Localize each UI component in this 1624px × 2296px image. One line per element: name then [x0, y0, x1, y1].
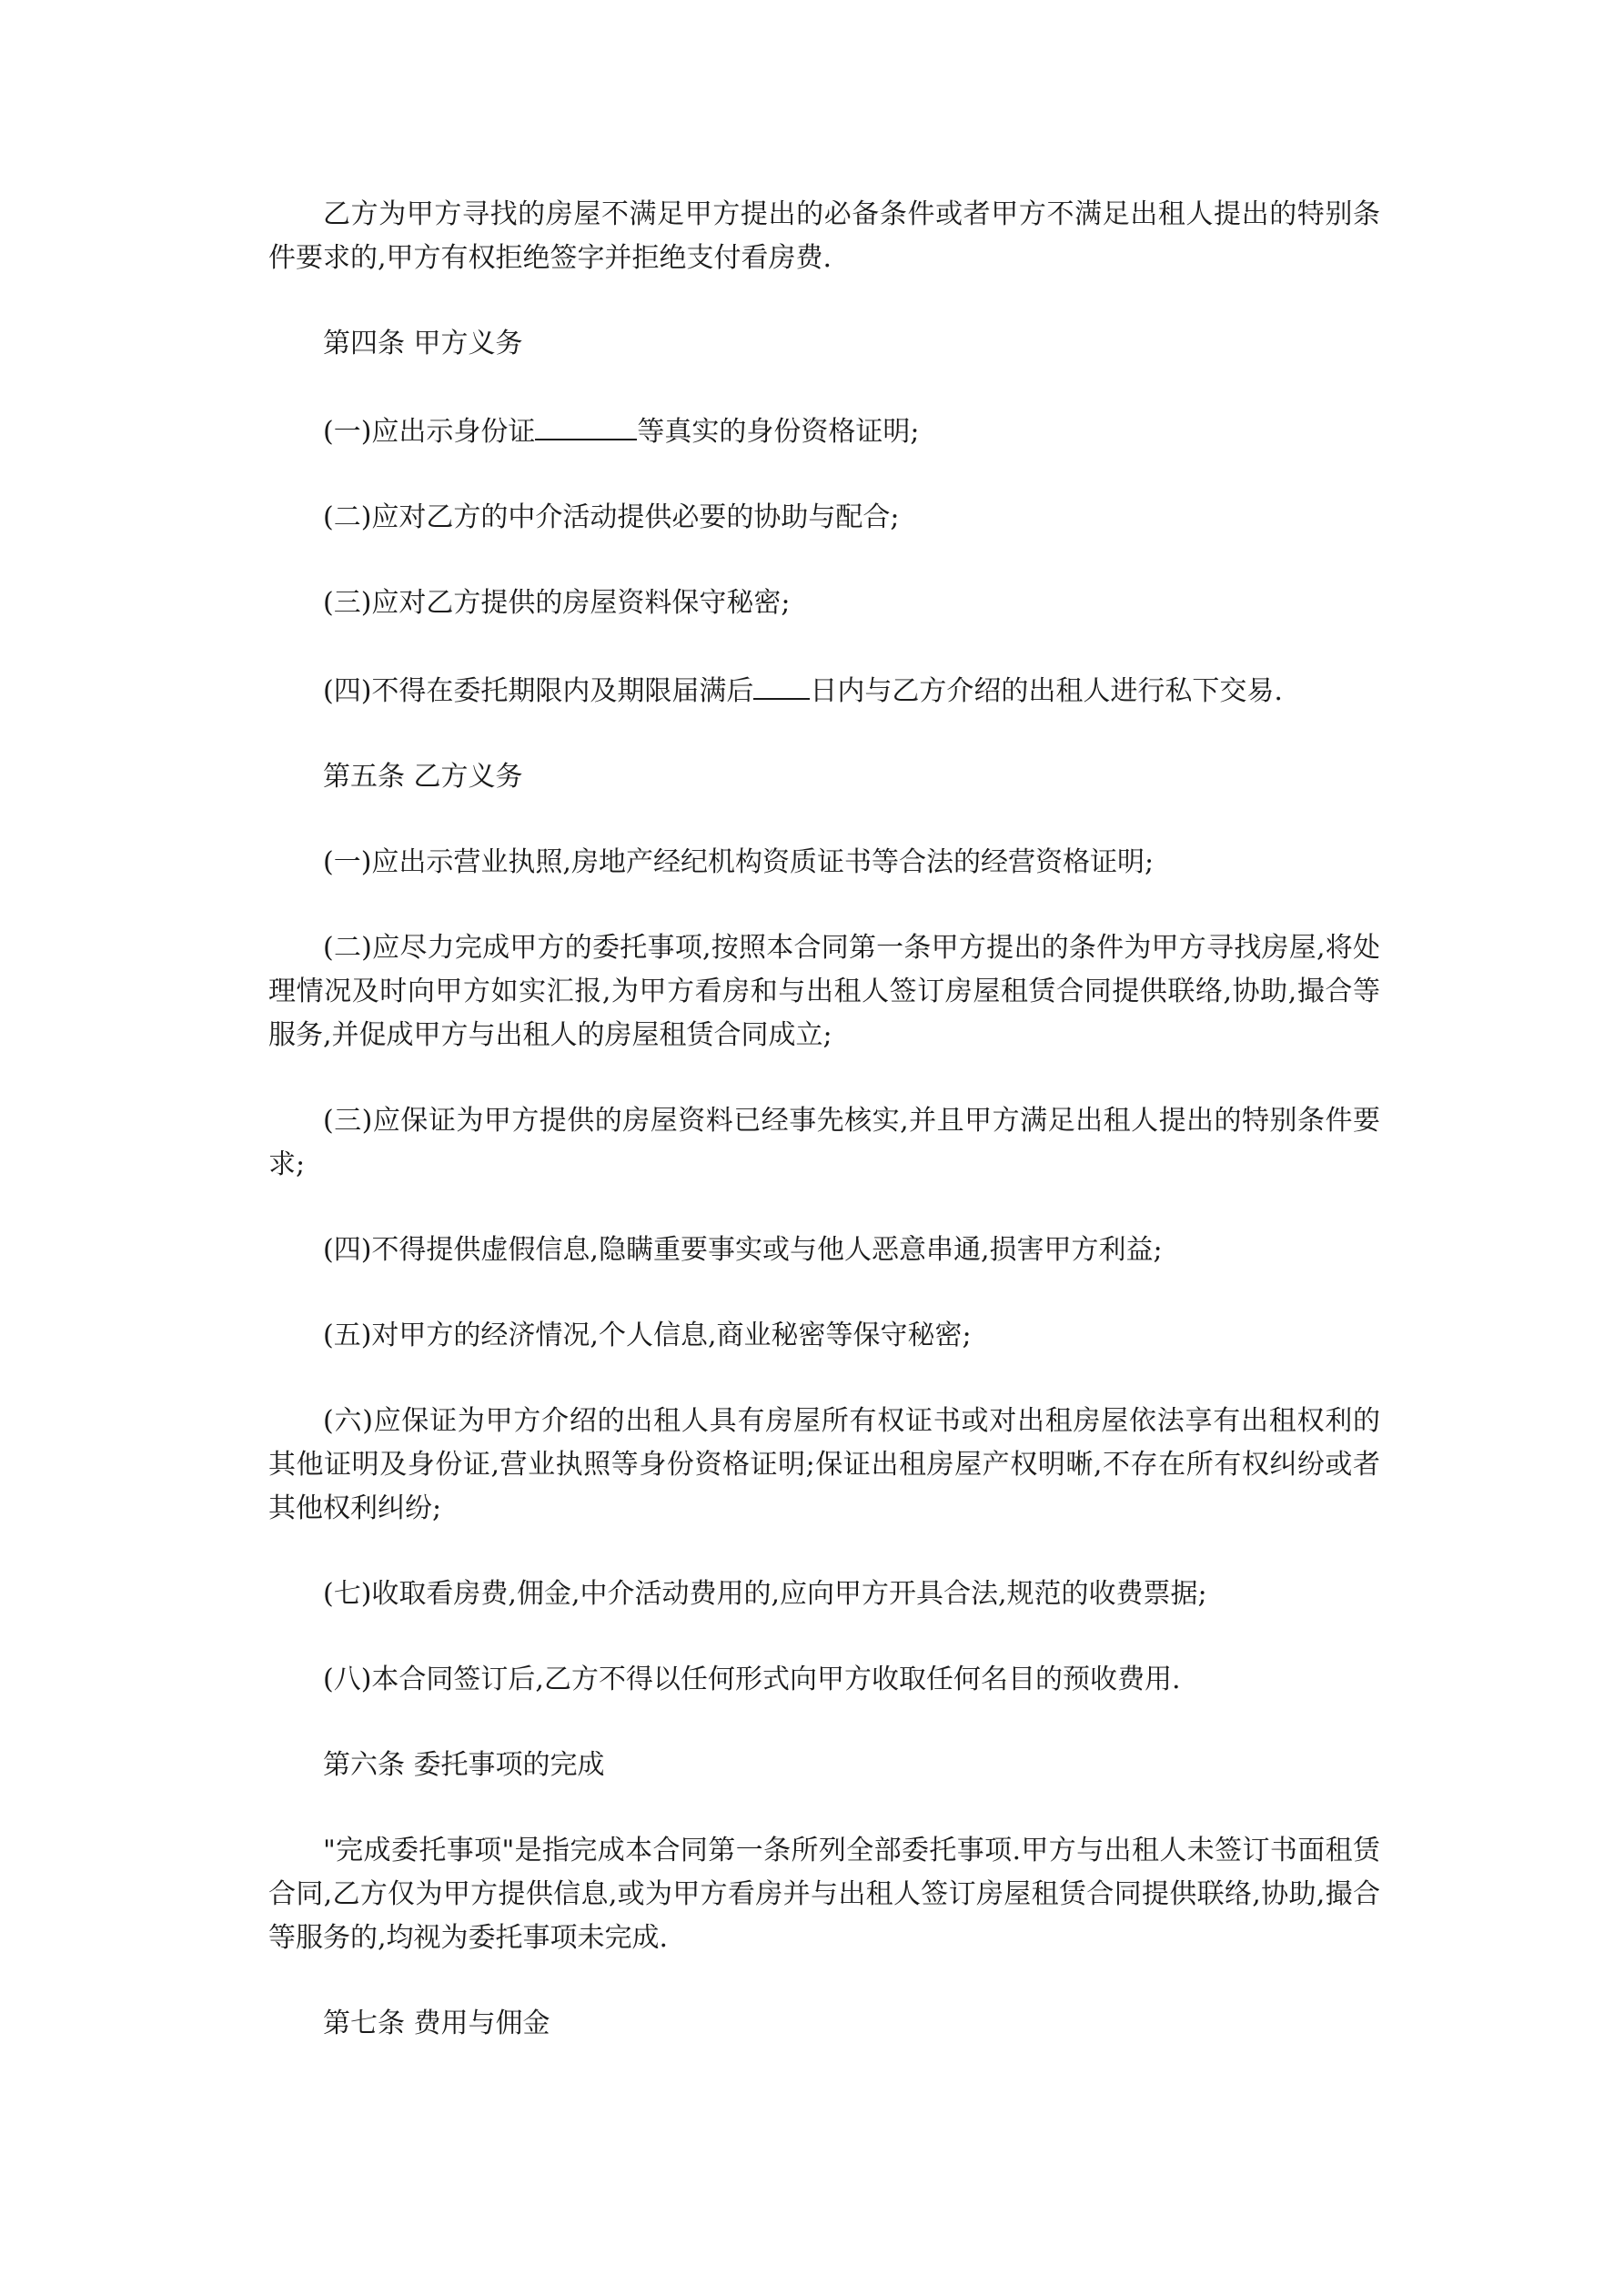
- days-blank: [753, 667, 810, 700]
- party-b-duty-3: (三)应保证为甲方提供的房屋资料已经事先核实,并且甲方满足出租人提出的特别条件要求;: [268, 1105, 1380, 1180]
- article-5-heading: 第五条 乙方义务: [323, 761, 523, 793]
- party-a-duty-2: (二)应对乙方的中介活动提供必要的协助与配合;: [323, 501, 900, 533]
- party-a-duty-1-text-end: 等真实的身份资格证明;: [637, 416, 920, 448]
- party-b-duty-5: (五)对甲方的经济情况,个人信息,商业秘密等保守秘密;: [323, 1320, 972, 1351]
- party-a-duty-1: [268, 408, 1380, 454]
- party-a-duty-4-text-end: 日内与乙方介绍的出租人进行私下交易.: [810, 675, 1283, 707]
- paragraph-refusal-clause: 乙方为甲方寻找的房屋不满足甲方提出的必备条件或者甲方不满足出租人提出的特别条件要求的,甲方有权拒绝签字并拒绝支付看房费.: [268, 198, 1380, 274]
- article-7-heading: 第七条 费用与佣金: [323, 2008, 550, 2039]
- document-body: [268, 193, 1380, 2088]
- party-a-duty-4: [268, 667, 1380, 713]
- party-a-duty-4-text: (四)不得在委托期限内及期限届满后: [323, 675, 754, 707]
- article-6-heading: 第六条 委托事项的完成: [323, 1749, 605, 1781]
- party-b-duty-7: (七)收取看房费,佣金,中介活动费用的,应向甲方开具合法,规范的收费票据;: [323, 1578, 1207, 1610]
- article-4-heading: 第四条 甲方义务: [323, 328, 523, 359]
- completion-definition: "完成委托事项"是指完成本合同第一条所列全部委托事项.甲方与出租人未签订书面租赁合同,乙方仅为甲方提供信息,或为甲方看房并与出租人签订房屋租赁合同提供联络,协助,撮合等服务的,均视为委托事项未完成.: [268, 1835, 1380, 1954]
- party-a-duty-3: (三)应对乙方提供的房屋资料保守秘密;: [323, 587, 791, 619]
- id-document-blank: [535, 408, 637, 440]
- party-a-duty-1-text: (一)应出示身份证: [323, 416, 536, 448]
- party-b-duty-2: (二)应尽力完成甲方的委托事项,按照本合同第一条甲方提出的条件为甲方寻找房屋,将处理情况及时向甲方如实汇报,为甲方看房和与出租人签订房屋租赁合同提供联络,协助,撮合等服务,并促成甲方与出租人的房屋租赁合同成立;: [268, 932, 1380, 1051]
- party-b-duty-4: (四)不得提供虚假信息,隐瞒重要事实或与他人恶意串通,损害甲方利益;: [323, 1234, 1163, 1266]
- party-b-duty-1: (一)应出示营业执照,房地产经纪机构资质证书等合法的经营资格证明;: [323, 846, 1155, 878]
- party-b-duty-6: (六)应保证为甲方介绍的出租人具有房屋所有权证书或对出租房屋依法享有出租权利的其他证明及身份证,营业执照等身份资格证明;保证出租房屋产权明晰,不存在所有权纠纷或者其他权利纠纷;: [268, 1405, 1380, 1524]
- party-b-duty-8: (八)本合同签订后,乙方不得以任何形式向甲方收取任何名目的预收费用.: [323, 1664, 1181, 1695]
